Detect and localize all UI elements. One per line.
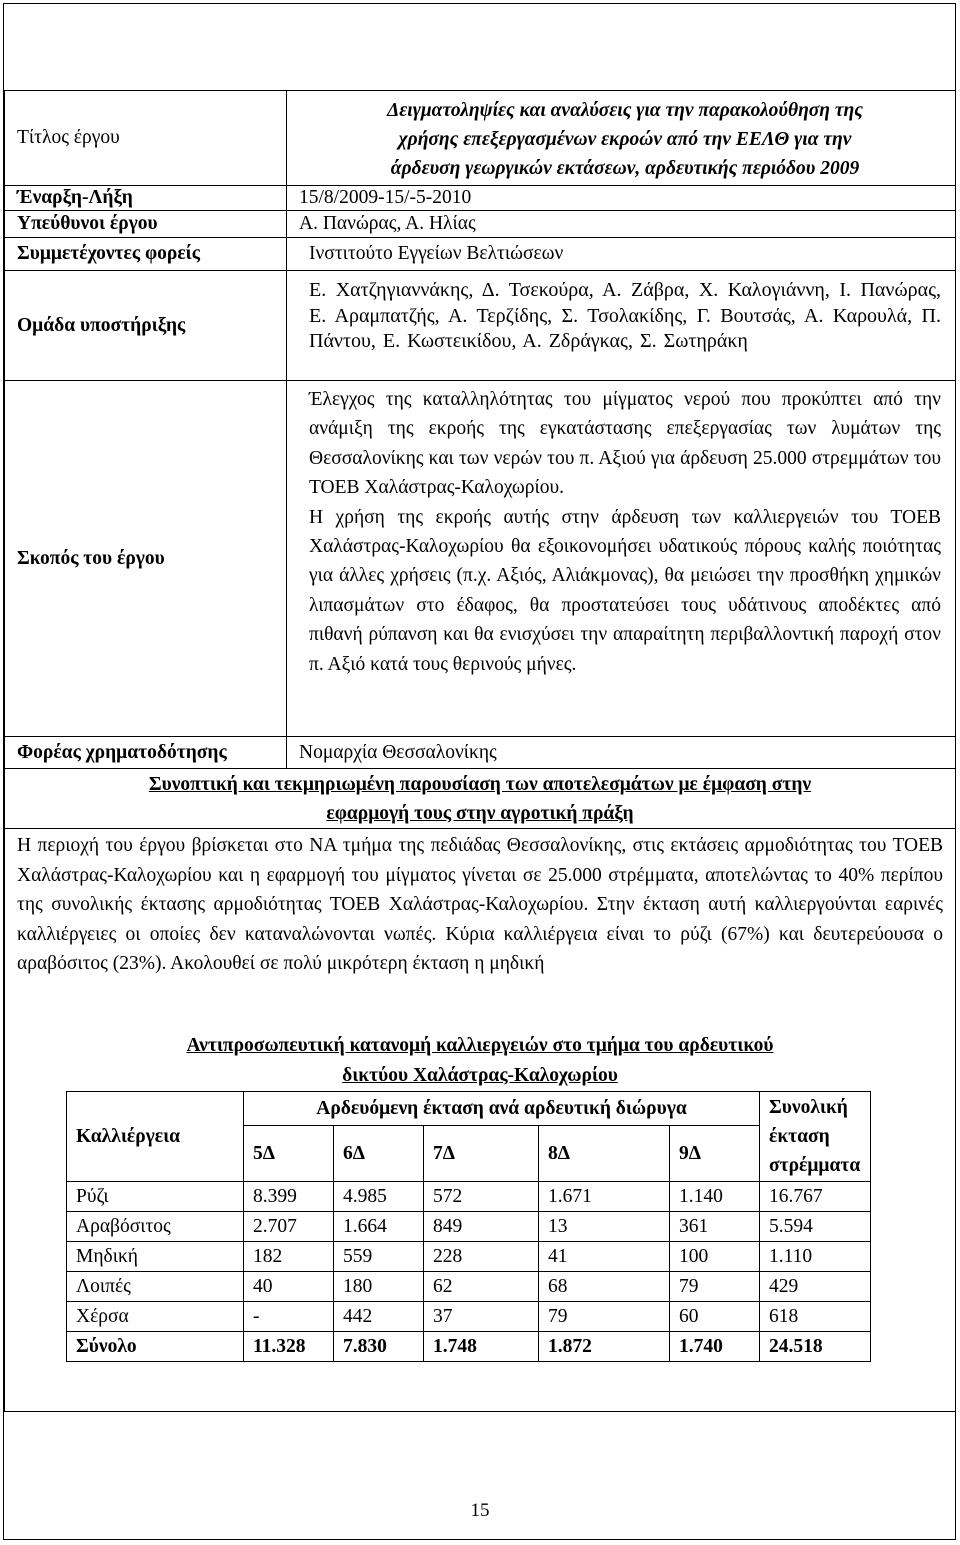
table-row — [67, 1302, 871, 1332]
sum-value-cell: 1.740 — [670, 1332, 760, 1362]
crop-cell: Ρύζι — [67, 1182, 244, 1212]
meta-row-partners — [5, 238, 955, 271]
sum-value-cell: 7.830 — [334, 1332, 424, 1362]
value-cell: 100 — [670, 1242, 760, 1272]
sum-value-cell: 1.748 — [424, 1332, 539, 1362]
support-names: Ε. Χατζηγιαννάκης, Δ. Τσεκούρα, Α. Ζάβρα, Χ. Καλογιάννη, Ι. Πανώρας, Ε. Αραμπατζής, Α. Τερζίδης, Σ. Τσολακίδης, Γ. Βουτσάς, Α. Καρουλά, Π. Πάντου, Ε. Κωστεικίδου, Α. Ζδράγκας, Σ. Σωτηράκη — [309, 279, 941, 352]
sum-value-cell: 1.872 — [539, 1332, 670, 1362]
total-cell: 5.594 — [760, 1212, 871, 1242]
title-line-3: άρδευση γεωργικών εκτάσεων, αρδευτικής περιόδου 2009 — [390, 157, 860, 179]
crop-distribution-table-wrap — [66, 1091, 871, 1362]
value-cell: 180 — [334, 1272, 424, 1302]
value-cell: 79 — [670, 1272, 760, 1302]
results-heading-line-2: εφαρμογή τους στην αγροτική πράξη — [326, 803, 634, 824]
value-cell: 572 — [424, 1182, 539, 1212]
value-cell: 68 — [539, 1272, 670, 1302]
title-label: Τίτλος έργου — [5, 91, 287, 185]
sum-total-cell: 24.518 — [760, 1332, 871, 1362]
table-row — [67, 1182, 871, 1212]
value-cell: 361 — [670, 1212, 760, 1242]
purpose-value — [287, 381, 955, 736]
value-cell: 442 — [334, 1302, 424, 1332]
total-cell: 16.767 — [760, 1182, 871, 1212]
page-number: 15 — [470, 1500, 490, 1521]
header-channel: 5Δ — [244, 1126, 334, 1182]
value-cell: 8.399 — [244, 1182, 334, 1212]
crop-distribution-table — [66, 1091, 871, 1362]
meta-row-period — [5, 186, 955, 211]
responsible-value: Α. Πανώρας, Α. Ηλίας — [299, 213, 476, 235]
crop-cell: Αραβόσιτος — [67, 1212, 244, 1242]
table-sum-row — [67, 1332, 871, 1362]
header-total-line-1: Συνολική — [769, 1097, 848, 1118]
results-heading — [5, 769, 955, 829]
results-summary: Η περιοχή του έργου βρίσκεται στο ΝΑ τμήμα της πεδιάδας Θεσσαλονίκης, στις εκτάσεις αρμοδιότητας του ΤΟΕΒ Χαλάστρας-Καλοχωρίου και η εφαρμογή του μίγματος γίνεται σε 25.000 στρέμματα, αποτελώντας το 40% περίπου της συνολικής έκτασης αρμοδιότητας ΤΟΕΒ Χαλάστρας-Καλοχωρίου. Στην έκταση αυτή καλλιεργούνται εαρινές καλλιέργειες οι οποίες δεν καταναλώνονται νωπές. Κύρια καλλιέργεια είναι το ρύζι (67%) και δευτερεύουσα ο αραβόσιτος (23%). Ακολουθεί σε πολύ μικρότερη έκταση η μηδική — [17, 835, 943, 975]
header-total-line-2: έκταση — [769, 1126, 830, 1147]
value-cell: 60 — [670, 1302, 760, 1332]
header-channel: 9Δ — [670, 1126, 760, 1182]
value-cell: 1.671 — [539, 1182, 670, 1212]
sum-label-cell: Σύνολο — [67, 1332, 244, 1362]
total-cell: 618 — [760, 1302, 871, 1332]
value-cell: 41 — [539, 1242, 670, 1272]
meta-row-purpose — [5, 381, 955, 737]
table-row — [67, 1212, 871, 1242]
purpose-paragraph-1: Έλεγχος της καταλληλότητας του μίγματος νερού που προκύπτει από την ανάμιξη της εκροής της εγκατάστασης επεξεργασίας των λυμάτων της Θεσσαλονίκης και των νερών του π. Αξιού για άρδευση 25.000 στρεμμάτων του ΤΟΕΒ Χαλάστρας-Καλοχωρίου. — [309, 389, 941, 499]
crop-cell: Λοιπές — [67, 1272, 244, 1302]
value-cell: 13 — [539, 1212, 670, 1242]
table-row — [67, 1272, 871, 1302]
header-irrigated-area: Αρδευόμενη έκταση ανά αρδευτική διώρυγα — [244, 1092, 760, 1126]
header-channel: 7Δ — [424, 1126, 539, 1182]
value-cell: 37 — [424, 1302, 539, 1332]
funding-label: Φορέας χρηματοδότησης — [5, 737, 287, 768]
meta-row-funding — [5, 737, 955, 769]
partners-value: Ινστιτούτο Εγγείων Βελτιώσεων — [309, 243, 564, 265]
title-line-1: Δειγματοληψίες και αναλύσεις για την παρακολούθηση της — [387, 99, 863, 121]
value-cell: 2.707 — [244, 1212, 334, 1242]
header-channel: 8Δ — [539, 1126, 670, 1182]
period-value: 15/8/2009-15/-5-2010 — [299, 187, 472, 209]
table-title-line-1: Αντιπροσωπευτική κατανομή καλλιεργειών στο τμήμα του αρδευτικού — [186, 1035, 774, 1056]
support-value — [287, 271, 955, 380]
table-header-row-1 — [67, 1092, 871, 1126]
crop-cell: Χέρσα — [67, 1302, 244, 1332]
table-row — [67, 1242, 871, 1272]
value-cell: 40 — [244, 1272, 334, 1302]
value-cell: 1.664 — [334, 1212, 424, 1242]
period-label: Έναρξη-Λήξη — [5, 186, 287, 210]
header-total — [760, 1092, 871, 1182]
results-heading-line-1: Συνοπτική και τεκμηριωμένη παρουσίαση των αποτελεσμάτων με έμφαση στην — [148, 774, 812, 795]
crop-cell: Μηδική — [67, 1242, 244, 1272]
meta-row-title — [5, 91, 955, 186]
value-cell: 79 — [539, 1302, 670, 1332]
purpose-label: Σκοπός του έργου — [5, 381, 287, 736]
total-cell: 1.110 — [760, 1242, 871, 1272]
table-title-line-2: δικτύου Χαλάστρας-Καλοχωρίου — [342, 1065, 618, 1086]
value-cell: 62 — [424, 1272, 539, 1302]
header-crop: Καλλιέργεια — [67, 1092, 244, 1182]
header-channel: 6Δ — [334, 1126, 424, 1182]
responsible-label: Υπεύθυνοι έργου — [5, 211, 287, 237]
value-cell: 228 — [424, 1242, 539, 1272]
title-value — [287, 91, 955, 185]
sum-value-cell: 11.328 — [244, 1332, 334, 1362]
value-cell: 849 — [424, 1212, 539, 1242]
value-cell: 4.985 — [334, 1182, 424, 1212]
total-cell: 429 — [760, 1272, 871, 1302]
meta-row-support — [5, 271, 955, 381]
funding-value: Νομαρχία Θεσσαλονίκης — [299, 741, 497, 763]
header-total-line-3: στρέμματα — [769, 1155, 861, 1176]
support-label: Ομάδα υποστήριξης — [5, 271, 287, 380]
title-line-2: χρήσης επεξεργασμένων εκροών από την ΕΕΛΘ για την — [398, 128, 852, 150]
purpose-paragraph-2: Η χρήση της εκροής αυτής στην άρδευση των καλλιεργειών του ΤΟΕΒ Χαλάστρας-Καλοχωρίου θα εξοικονομήσει υδατικούς πόρους καλής ποιότητας για άλλες χρήσεις (π.χ. Αξιός, Αλιάκμονας), θα μειώσει την προσθήκη χημικών λιπασμάτων στο έδαφος, θα προστατεύσει τους υδάτινους αποδέκτες από πιθανή ρύπανση και θα ενισχύσει την απαραίτητη περιβαλλοντική παροχή στον π. Αξιό κατά τους θερινούς μήνες. — [309, 506, 941, 675]
value-cell: 182 — [244, 1242, 334, 1272]
table-title — [5, 1031, 955, 1091]
partners-label: Συμμετέχοντες φορείς — [5, 238, 287, 270]
value-cell: 559 — [334, 1242, 424, 1272]
meta-row-responsible — [5, 211, 955, 238]
value-cell: - — [244, 1302, 334, 1332]
project-sheet — [4, 90, 956, 1412]
value-cell: 1.140 — [670, 1182, 760, 1212]
